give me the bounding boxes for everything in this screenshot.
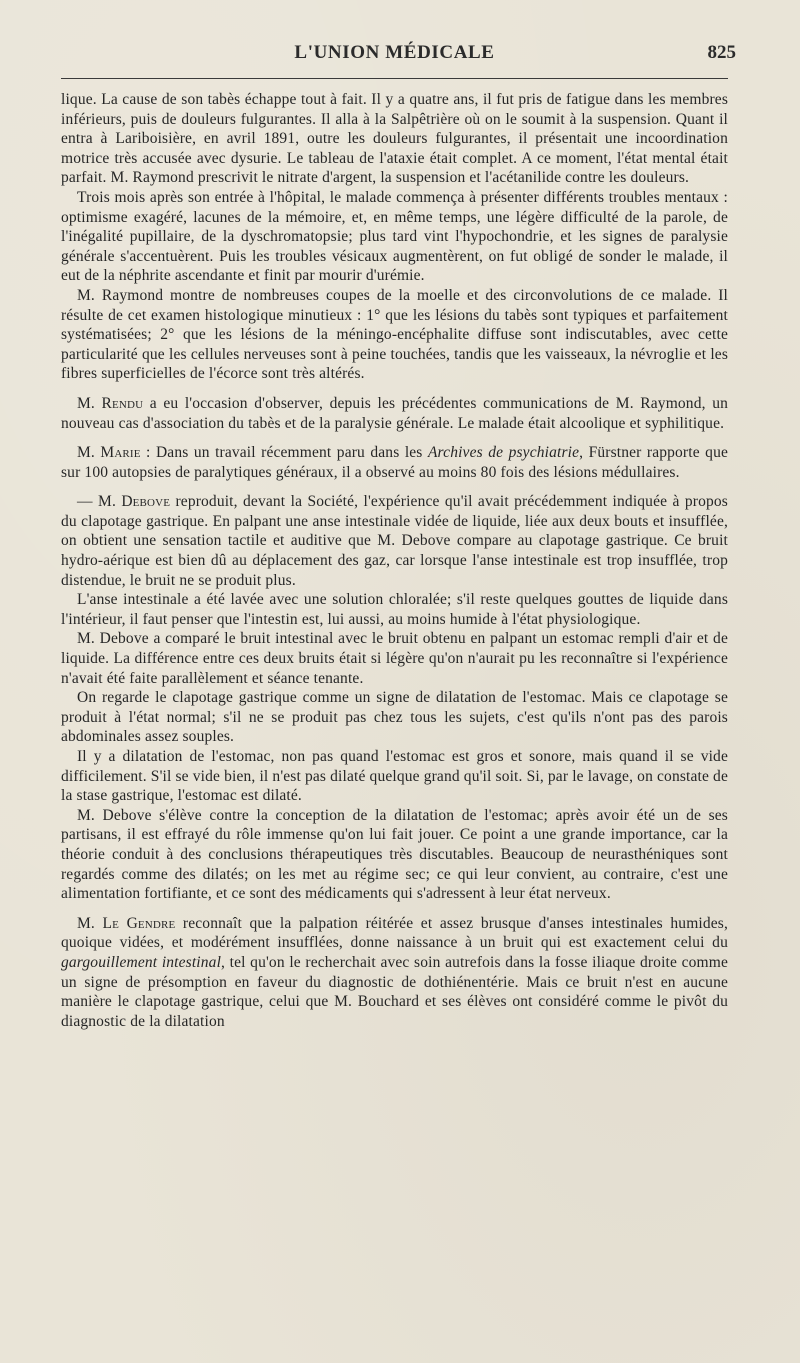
paragraph-le-gendre: M. Le Gendre reconnaît que la palpation réitérée et assez brusque d'anses intestinales humides, quoique vidées, et modérément insufflées, donne naissance à un bruit qui est exactement celui du gargouillement intestinal, tel qu'on le recherchait avec soin autrefois dans la fosse iliaque droite comme un signe de présomption en faveur du diagnostic de dothiénentérie. Mais ce bruit n'est en aucune manière le clapotage gastrique, celui que M. Bouchard et ses élèves ont considéré comme le pivôt du diagnostic de la dilatation	[61, 914, 728, 1030]
paragraph-rendu: M. Rendu a eu l'occasion d'observer, depuis les précédentes communications de M. Raymond, un nouveau cas d'association du tabès et de la paralysie générale. Le malade était alcoolique et syphilitique.	[61, 394, 728, 432]
paragraph-conception: M. Debove s'élève contre la conception de la dilatation de l'estomac; après avoir été un de ses partisans, il est effrayé du rôle immense qu'on lui fait jouer. Ce point a une grande importance, car la théorie conduit à des conclusions thérapeutiques très discutables. Beaucoup de neurasthéniques sont regardés comme des dilatés; on les met au régime sec; ce qui leur convient, au contraire, c'est une alimentation fortifiante, et ce sont des médicaments qui s'adressent à leur état nerveux.	[61, 806, 728, 903]
paragraph-marie: M. Marie : Dans un travail récemment paru dans les Archives de psychiatrie, Fürstner rapporte que sur 100 autopsies de paralytiques généraux, il a observé au moins 80 fois des lésions médullaires.	[61, 444, 728, 481]
paragraph-debove: — M. Debove reproduit, devant la Société, l'expérience qu'il avait précédemment indiquée à propos du clapotage gastrique. En palpant une anse intestinale vidée de liquide, liée aux deux bouts et insufflée, on obtient une sensation tactile et auditive que M. Debove compare au clapotage gastrique. Ce bruit hydro-aérique est bien dû au déplacement des gaz, car lorsque l'anse intestinale est trop insufflée, trop distendue, le bruit ne se produit plus.	[61, 493, 728, 589]
running-title: L'UNION MÉDICALE	[294, 42, 495, 63]
speaker-name: Marie	[100, 444, 141, 462]
page-header	[61, 38, 736, 68]
paragraph-histology: M. Raymond montre de nombreuses coupes de la moelle et des circonvolutions de ce malade. Il résulte de cet examen histologique minutieux : 1° que les lésions du tabès sont typiques et parfaitement systématisées; 2° que les lésions de la méningo-encéphalite diffuse sont indiscutables, avec cette particularité que les cellules nerveuses sont à peine touchées, tandis que les vaisseaux, la névroglie et les fibres superficielles de l'écorce sont très altérés.	[61, 286, 728, 383]
paragraph-dilatation: Il y a dilatation de l'estomac, non pas quand l'estomac est gros et sonore, mais quand il se vide difficilement. S'il se vide bien, il n'est pas dilaté quelque grand qu'il soit. Si, par le lavage, on constate de la stase gastrique, l'estomac est dilaté.	[61, 748, 728, 805]
page-number: 825	[707, 42, 736, 63]
paragraph-continuation: lique. La cause de son tabès échappe tout à fait. Il y a quatre ans, il fut pris de fatigue dans les membres inférieurs, puis de douleurs fulgurantes. Il alla à la Salpêtrière où on le soumit à la suspension. Quant il entra à Lariboisière, en avril 1891, outre les douleurs fulgurantes, il présentait une incoordination motrice très accusée avec dysurie. Le tableau de l'ataxie était complet. A ce moment, l'état mental était parfait. M. Raymond prescrivit le nitrate d'argent, la suspension et l'acétanilide contre les douleurs.	[61, 91, 728, 187]
speaker-name: Le Gendre	[102, 914, 176, 932]
header-rule	[61, 78, 728, 79]
paragraph-clinical-course: Trois mois après son entrée à l'hôpital, le malade commença à présenter différents troubles mentaux : optimisme exagéré, lacunes de la mémoire, et, en même temps, une légère difficulté de la parole, de l'inégalité pupillaire, de la dyschromatopsie; plus tard vint l'hypochondrie, et les signes de paralysie générale s'accentuèrent. Puis les troubles vésicaux augmentèrent, on fut obligé de sonder le malade, il eut de la néphrite ascendante et finit par mourir d'urémie.	[61, 188, 728, 285]
italic-term: gargouillement intestinal	[61, 953, 222, 971]
article-body	[61, 90, 728, 1031]
journal-title: Archives de psychiatrie	[427, 444, 580, 462]
speaker-name: Rendu	[101, 394, 144, 412]
paragraph-comparaison: M. Debove a comparé le bruit intestinal avec le bruit obtenu en palpant un estomac rempli d'air et de liquide. La différence entre ces deux bruits était si légère qu'on n'aurait pu les reconnaître si l'expérience n'avait été faite parallèlement et séance tenante.	[61, 630, 728, 687]
speaker-name: Debove	[121, 493, 171, 511]
paragraph-anse-lavee: L'anse intestinale a été lavée avec une solution chloralée; s'il reste quelques gouttes de liquide dans l'intérieur, il faut penser que l'intestin est, lui aussi, au moins humide à l'état physiologique.	[61, 591, 728, 628]
paragraph-clapotage: On regarde le clapotage gastrique comme un signe de dilatation de l'estomac. Mais ce clapotage se produit à l'état normal; s'il ne se produit pas chez tous les sujets, c'est qu'ils n'ont pas des parois abdominales assez souples.	[61, 689, 728, 746]
